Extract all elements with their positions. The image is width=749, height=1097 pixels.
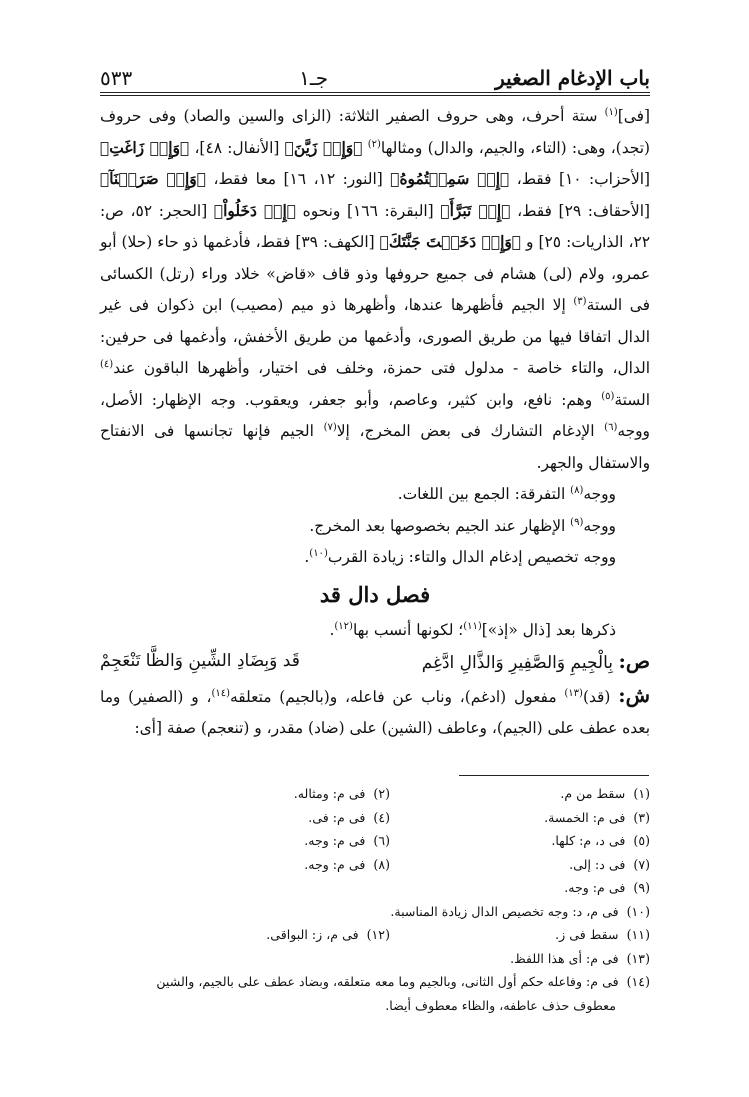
footnote-ref: (٤) bbox=[100, 358, 114, 370]
footnotes bbox=[100, 782, 650, 1017]
chapter-title: باب الإدغام الصغير bbox=[495, 66, 650, 90]
footnote-ref: (١٣) bbox=[564, 687, 583, 699]
paragraph-1: [فى]$^{(١)}$ ستة أحرف، وهى حروف الصفير الثلاثة: (الزاى والسين والصاد) وفى حروف (تجد)، وهى: (التاء، والجيم، والدال) ومثالها$^{(٢)}$ ﴿وَإِذۡ زَيَّنَ﴾ [الأنفال: ٤٨]، ﴿وَإِذۡ زَاغَتِ﴾ [الأحزاب: ١٠] فقط، ﴿إِذۡ سَمِعۡتُمُوهُ﴾ [النور: ١٢، ١٦] معا فقط، ﴿وَإِذۡ صَرَفۡنَآ﴾ [الأحقاف: ٢٩] فقط، ﴿إِذۡ تَبَرَّأَ﴾ [البقرة: ١٦٦] ونحوه ﴿إِذۡ دَخَلُواْ﴾ [الحجر: ٥٢، ص: ٢٢، الذاريات: ٢٥] و ﴿وَإِذۡ دَخَلۡتَ جَنَّتَكَ﴾ [الكهف: ٣٩] فقط، فأدغمها ذو حاء (حلا) أبو عمرو، ولام (لى) هشام فى جميع حروفها وذو قاف «قاض» خلاد وراء (رتل) الكسائى فى الستة$^{(٣)}$ إلا الجيم فأظهرها عندها، وأظهرها ذو ميم (مصيب) ابن ذكوان فى غير الدال اتفاقا فيها من طريق الصورى، وأدغمها من طريق الأخفش، وأدغمها فى حرفين: الدال، والتاء خاصة - مدلول فتى حمزة، وخلف فى اختيار، وأظهرها الباقون عند$^{(٤)}$ الستة$^{(٥)}$ وهم: نافع، وابن كثير، وعاصم، وأبو جعفر، ويعقوب. وجه الإظهار: الأصل، ووجه$^{(٦)}$ الإدغام التشارك فى بعض المخرج، إلا$^{(٧)}$ الجيم فإنها تجانسها فى الانفتاح والاستفال والجهر. bbox=[100, 106, 650, 472]
footnote-item: (١٠) فى م، د: وجه تخصيص الدال زيادة المناسبة. bbox=[390, 903, 650, 919]
footnote-item: (١١) سقط فى ز. bbox=[555, 927, 650, 942]
footnote-ref: (٣) bbox=[573, 295, 587, 307]
footnote-ref: (٩) bbox=[570, 516, 584, 528]
footnote-ref: (٧) bbox=[323, 421, 337, 433]
quran-quote: ﴿وَإِذۡ دَخَلۡتَ جَنَّتَكَ﴾ bbox=[379, 233, 522, 251]
footnote-item: (١٢) فى م، ز: البواقى. bbox=[266, 927, 390, 942]
footnote-item: (١) سقط من م. bbox=[560, 786, 650, 801]
footnote-ref: (١) bbox=[604, 106, 618, 118]
footnote-ref: (١٢) bbox=[334, 620, 353, 632]
footnote-item: (٤) فى م: فى. bbox=[308, 809, 390, 825]
footnote-ref: (٥) bbox=[601, 390, 615, 402]
footnote-item: (٣) فى م: الخمسة. bbox=[544, 809, 650, 825]
quran-quote: ﴿وَإِذۡ زَاغَتِ﴾ bbox=[100, 138, 190, 157]
footnote-item: (٩) فى م: وجه. bbox=[564, 880, 650, 895]
quran-quote: ﴿إِذۡ دَخَلُواْ﴾ bbox=[213, 201, 296, 220]
section-title: فصل دال قد bbox=[319, 581, 431, 607]
footnote-ref: (١٠) bbox=[309, 547, 328, 559]
paragraph-4: ووجه تخصيص إدغام الدال والتاء: زيادة القرب$^{(١٠)}$. bbox=[304, 547, 616, 566]
commentary-label: ش: bbox=[618, 682, 651, 707]
poem-verse bbox=[100, 646, 650, 680]
footnote-item: (١٤) فى م: وفاعله حكم أول الثانى، وبالجيم وما معه متعلقه، وبضاد عطف على بالجيم، والشين معطوف حذف عاطفه، والظاء معطوف أيضا. bbox=[156, 974, 650, 1013]
footnote-item: (٥) فى د، م: كلها. bbox=[551, 833, 650, 848]
poem-label: ص: bbox=[618, 649, 650, 673]
header-rule-second bbox=[100, 95, 650, 96]
quran-quote: ﴿إِذۡ تَبَرَّأَ﴾ bbox=[440, 201, 511, 220]
page-header bbox=[100, 52, 650, 92]
footnote-ref: (٨) bbox=[570, 484, 584, 496]
quran-quote: ﴿وَإِذۡ صَرَفۡنَآ﴾ bbox=[100, 170, 206, 188]
footnote-ref: (٦) bbox=[604, 421, 618, 433]
quran-quote: ﴿إِذۡ سَمِعۡتُمُوهُ﴾ bbox=[390, 170, 510, 188]
commentary: ش: (قد)$^{(١٣)}$ مفعول (ادغم)، وناب عن فاعله، و(بالجيم) متعلقه$^{(١٤)}$، و (الصفير) وما بعده عطف على (الجيم)، وعاطف (الشين) على (ضاد) مقدر، و (تنعجم) صفة [أى: bbox=[100, 682, 651, 737]
footnote-item: (٢) فى م: ومثاله. bbox=[293, 786, 390, 801]
footnote-ref: (١٤) bbox=[211, 687, 231, 699]
footnote-ref: (٢) bbox=[367, 138, 381, 150]
paragraph-2: ووجه$^{(٨)}$ التفرقة: الجمع بين اللغات. bbox=[397, 484, 616, 503]
header-rule bbox=[100, 92, 650, 93]
footnote-item: (١٣) فى م: أى هذا اللفظ. bbox=[510, 950, 650, 966]
footnote-rule bbox=[459, 775, 649, 776]
footnote-item: (٧) فى د: إلى. bbox=[569, 856, 650, 872]
poem-hemistich-2: قَد وَبِضَادِ الشِّينِ وَالظَّا تَنْعَجِمْ bbox=[100, 651, 300, 671]
volume-label: جـ١ bbox=[299, 66, 329, 90]
footnote-item: (٦) فى م: وجه. bbox=[304, 833, 390, 848]
section-intro: ذكرها بعد [ذال «إذ»]$^{(١١)}$؛ لكونها أنسب بها$^{(١٢)}$. bbox=[329, 620, 616, 639]
main-text bbox=[100, 101, 650, 745]
poem-hemistich-1: بِالْجِيمِ وَالصَّفِيرِ وَالذَّالِ ادَّغِم bbox=[421, 653, 614, 673]
footnote-item: (٨) فى م: وجه. bbox=[304, 856, 390, 872]
paragraph-3: ووجه$^{(٩)}$ الإظهار عند الجيم بخصوصها بعد المخرج. bbox=[309, 516, 616, 535]
page-number: ٥٣٣ bbox=[100, 66, 133, 90]
quran-quote: ﴿وَإِذۡ زَيَّنَ﴾ bbox=[284, 138, 363, 157]
footnote-ref: (١١) bbox=[463, 620, 482, 632]
